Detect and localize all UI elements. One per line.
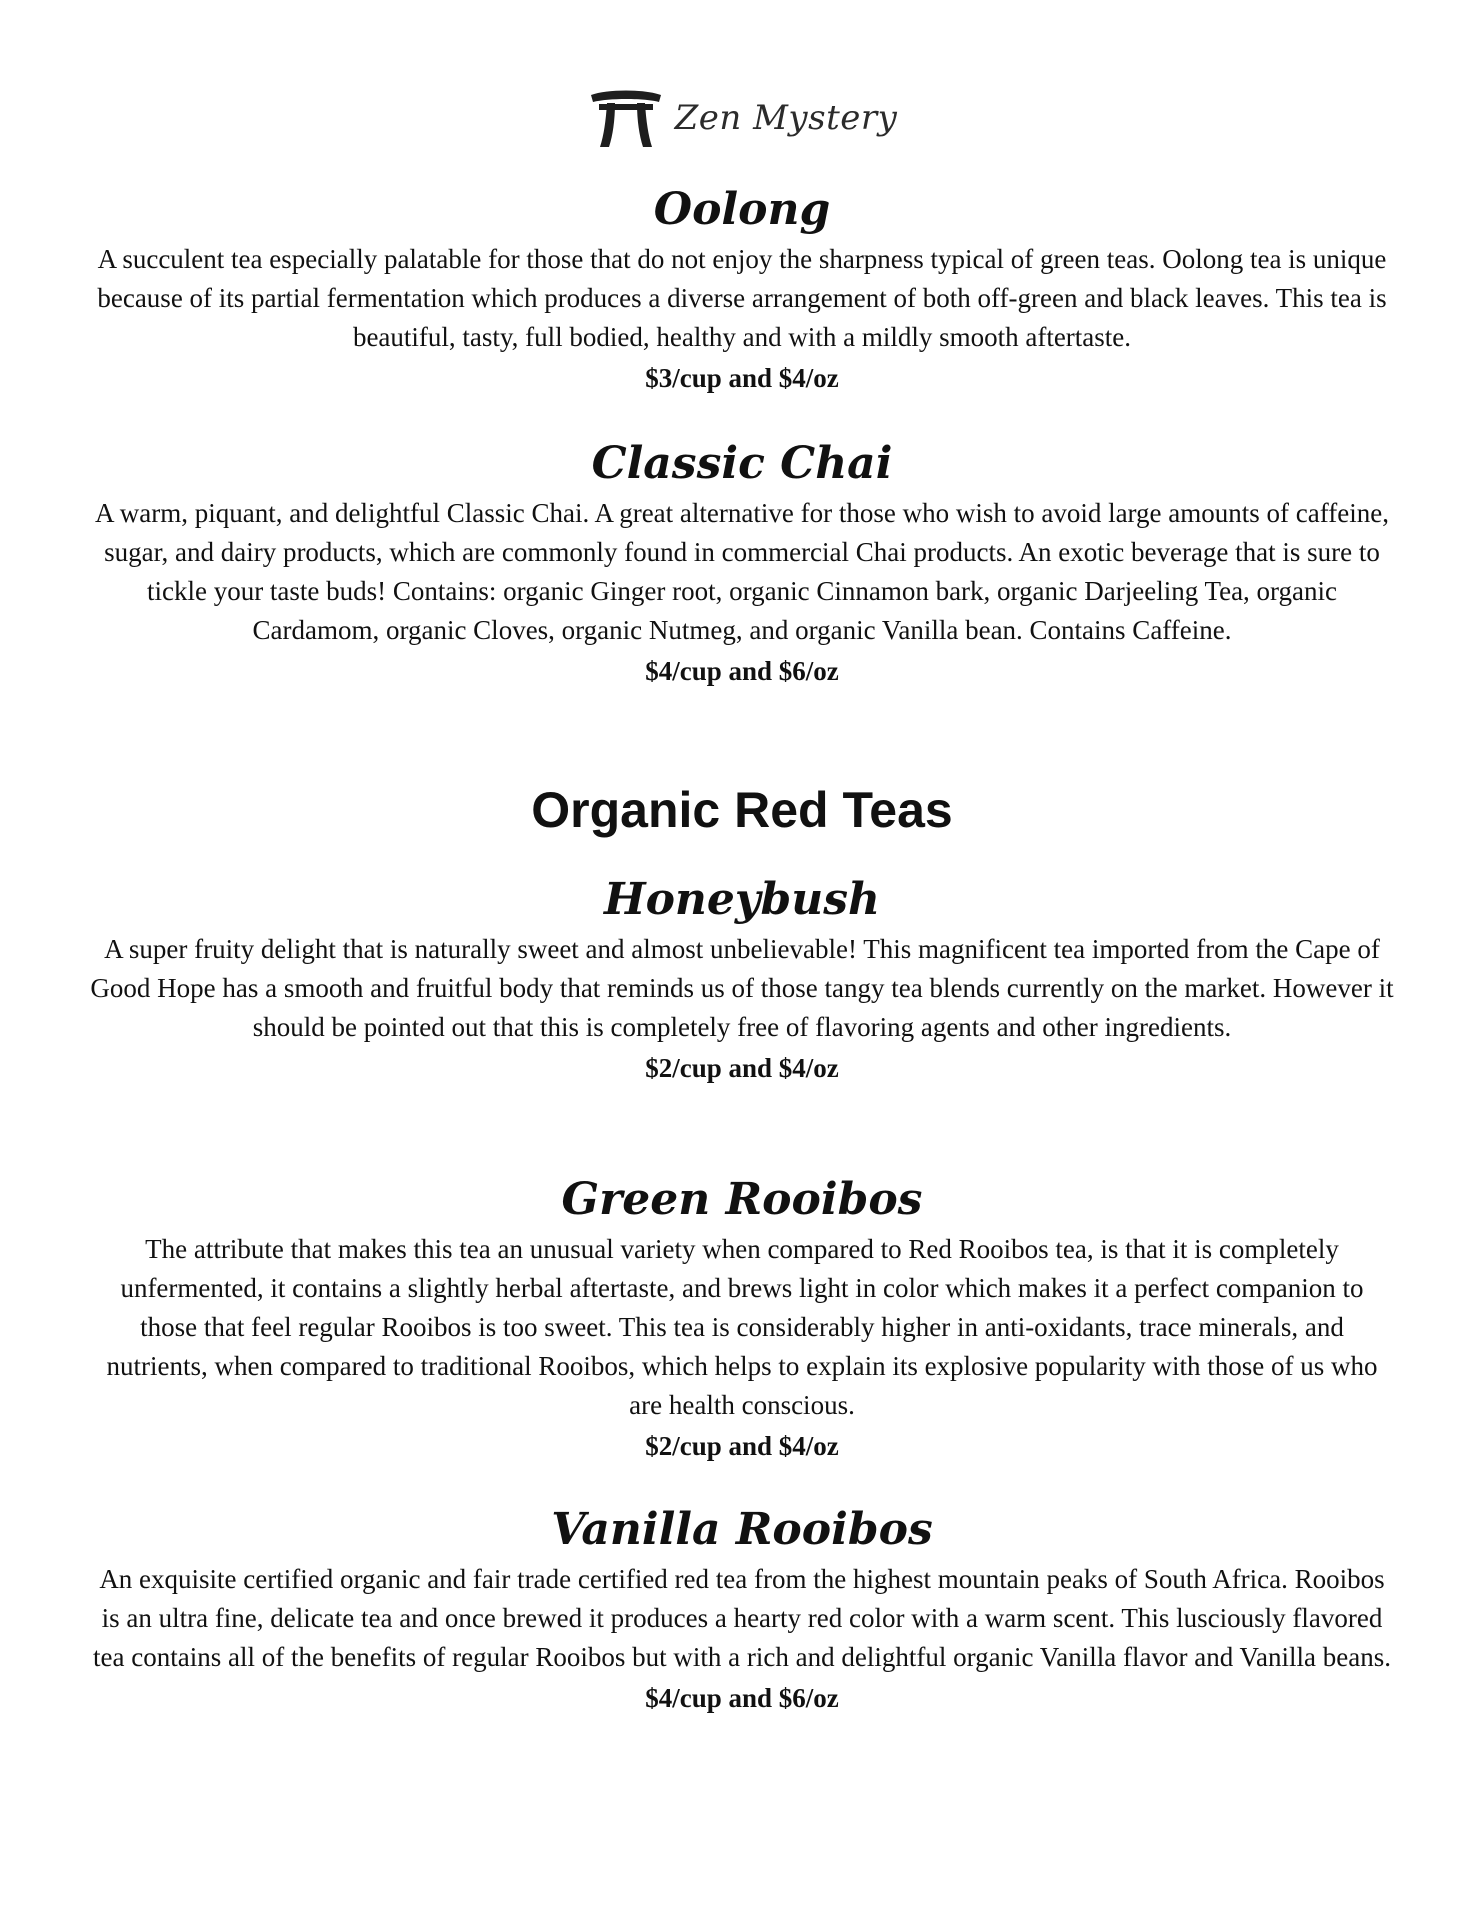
tea-section-honeybush — [90, 872, 1394, 1088]
category-heading: Organic Red Teas — [531, 782, 953, 838]
tea-price: $3/cup and $4/oz — [645, 363, 839, 393]
tea-description: A succulent tea especially palatable for those that do not enjoy the sharpness typical of green teas. Oolong tea is unique because of its partial fermentation which produces a diverse arrangement of both off-green and black leaves. This tea is beautiful, tasty, full bodied, healthy and with a mildly smooth aftertaste. — [97, 244, 1387, 352]
tea-section-classic-chai — [90, 436, 1394, 691]
tea-name: Honeybush — [604, 874, 880, 925]
tea-name: Classic Chai — [591, 438, 893, 489]
tea-section-vanilla-rooibos — [90, 1502, 1394, 1718]
tea-price: $4/cup and $6/oz — [645, 1683, 839, 1713]
logo-inner — [587, 85, 898, 151]
tea-price: $2/cup and $4/oz — [645, 1053, 839, 1083]
torii-gate-icon — [587, 85, 665, 151]
logo-text: Zen Mystery — [674, 98, 898, 138]
tea-name: Oolong — [653, 184, 831, 235]
tea-description: An exquisite certified organic and fair trade certified red tea from the highest mountain peaks of South Africa. Rooibos is an ultra fine, delicate tea and once brewed it produces a hearty red color with a warm scent. This lusciously flavored tea contains all of the benefits of regular Rooibos but with a rich and delightful organic Vanilla flavor and Vanilla beans. — [93, 1564, 1391, 1672]
tea-description: The attribute that makes this tea an unusual variety when compared to Red Rooibos tea, is that it is completely unfermented, it contains a slightly herbal aftertaste, and brews light in color which makes it a perfect companion to those that feel regular Rooibos is too sweet. This tea is considerably higher in anti-oxidants, trace minerals, and nutrients, when compared to traditional Rooibos, which helps to explain its explosive popularity with those of us who are health conscious. — [106, 1234, 1378, 1420]
tea-price: $4/cup and $6/oz — [645, 656, 839, 686]
tea-description: A super fruity delight that is naturally sweet and almost unbelievable! This magnificent tea imported from the Cape of Good Hope has a smooth and fruitful body that reminds us of those tangy tea blends currently on the market. However it should be pointed out that this is completely free of flavoring agents and other ingredients. — [90, 934, 1394, 1042]
tea-name: Vanilla Rooibos — [551, 1504, 933, 1555]
logo — [0, 78, 1484, 158]
tea-description: A warm, piquant, and delightful Classic Chai. A great alternative for those who wish to avoid large amounts of caffeine, sugar, and dairy products, which are commonly found in commercial Chai products. An exotic beverage that is sure to tickle your taste buds! Contains: organic Ginger root, organic Cinnamon bark, organic Darjeeling Tea, organic Cardamom, organic Cloves, organic Nutmeg, and organic Vanilla bean. Contains Caffeine. — [95, 498, 1389, 645]
tea-section-green-rooibos — [90, 1172, 1394, 1466]
tea-section-oolong — [90, 182, 1394, 398]
tea-name: Green Rooibos — [561, 1174, 923, 1225]
tea-price: $2/cup and $4/oz — [645, 1431, 839, 1461]
